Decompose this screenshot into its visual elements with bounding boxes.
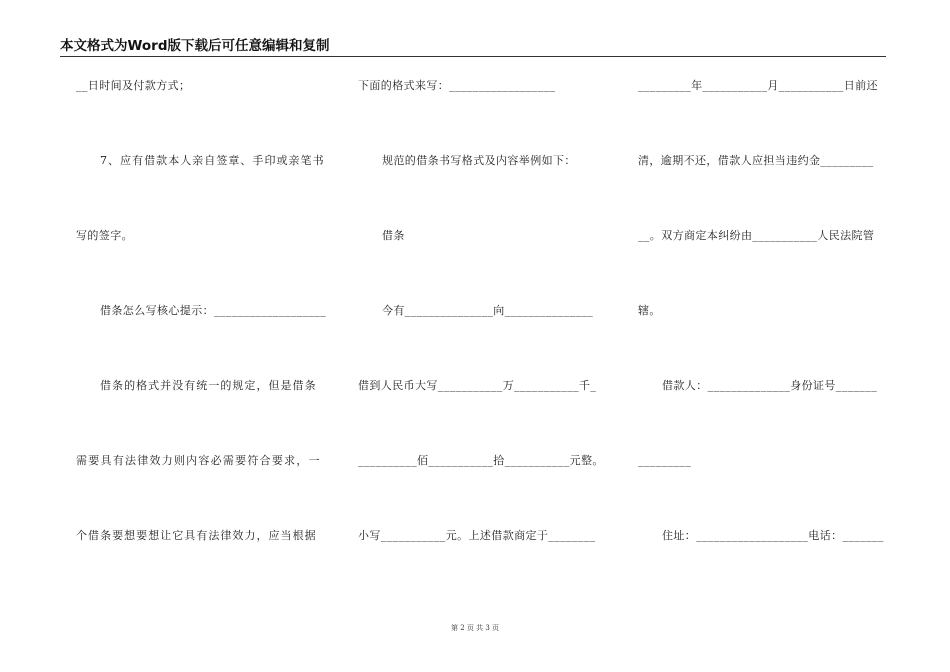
text-line: __________佰___________拾___________元整。 — [358, 454, 604, 467]
page-number: 第 2 页 共 3 页 — [450, 624, 500, 632]
text-line: 借条怎么写核心提示：___________________ — [100, 304, 327, 317]
text-line: __。双方商定本纠纷由___________人民法院管 — [638, 229, 875, 242]
document-header — [60, 34, 886, 57]
text-line: 小写___________元。上述借款商定于________ — [358, 529, 596, 542]
text-line: 借款人：______________身份证号_______ — [662, 379, 878, 392]
text-line: 今有_______________向_______________ — [382, 304, 594, 317]
text-line: 规范的借条书写格式及内容举例如下： — [382, 154, 576, 167]
text-line: 需要具有法律效力则内容必需要符合要求，一 — [76, 454, 320, 467]
text-line: 借条的格式并没有统一的规定，但是借条 — [100, 379, 316, 392]
text-line: 个借条要想要想让它具有法律效力，应当根据 — [76, 529, 316, 542]
text-line: 写的签字。 — [76, 229, 133, 242]
text-line: 借到人民币大写___________万___________千_ — [358, 379, 597, 392]
text-line: 住址：___________________电话：_______ — [662, 529, 884, 542]
header-title: 本文格式为Word版下载后可任意编辑和复制 — [60, 38, 330, 54]
text-line: 清，逾期不还，借款人应担当违约金_________ — [638, 154, 874, 167]
text-line: 辖。 — [638, 304, 661, 317]
text-line: 7、应有借款本人亲自签章、手印或亲笔书 — [100, 154, 324, 167]
text-line: __日时间及付款方式； — [76, 79, 191, 92]
text-line: _________年___________月___________日前还 — [638, 79, 878, 92]
text-line: 借条 — [382, 229, 405, 242]
text-line: 下面的格式来写：__________________ — [358, 79, 556, 92]
text-line: _________ — [638, 454, 692, 467]
